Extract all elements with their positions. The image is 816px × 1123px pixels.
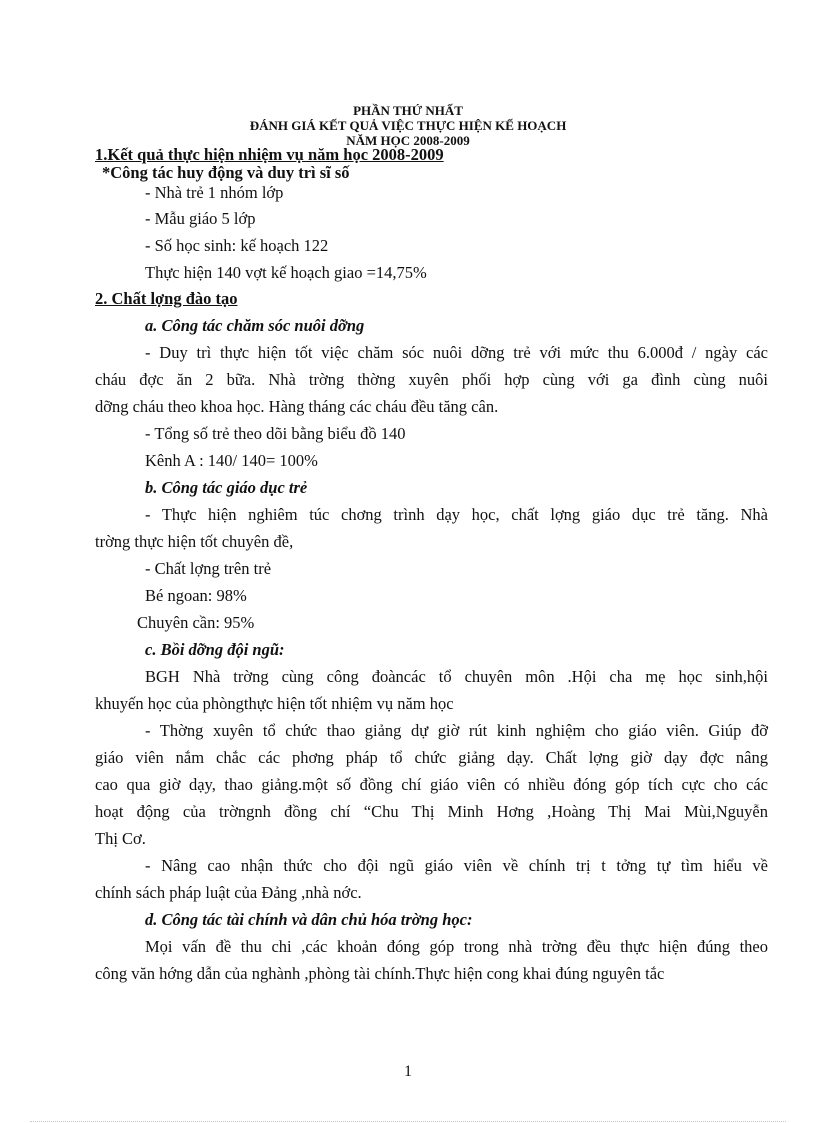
paragraph-line: Mọi vấn đề thu chi ,các khoản đóng góp trong nhà trờng đều thực hiện đúng theo xyxy=(145,937,768,956)
section-1-subtitle: *Công tác huy động và duy trì sĩ số xyxy=(102,163,350,182)
paragraph-line: - Tổng số trẻ theo dõi bằng biểu đồ 140 xyxy=(145,424,406,443)
subsection-c-title: c. Bồi dỡng đội ngũ: xyxy=(145,640,285,659)
paragraph-line: BGH Nhà trờng cùng công đoàncác tổ chuyên môn .Hội cha mẹ học sinh,hội xyxy=(145,667,768,686)
paragraph-line: dỡng cháu theo khoa học. Hàng tháng các cháu đều tăng cân. xyxy=(95,397,499,416)
section-1-item: - Mẫu giáo 5 lớp xyxy=(145,209,256,228)
section-1-item: - Nhà trẻ 1 nhóm lớp xyxy=(145,183,284,202)
paragraph-line: - Chất lợng trên trẻ xyxy=(145,559,272,578)
paragraph-line: - Nâng cao nhận thức cho đội ngũ giáo viên về chính trị t tởng tự tìm hiểu về xyxy=(145,856,768,875)
page-bottom-border xyxy=(30,1121,786,1122)
subsection-a-title: a. Công tác chăm sóc nuôi dỡng xyxy=(145,316,365,335)
subsection-b-title: b. Công tác giáo dục trẻ xyxy=(145,478,308,497)
paragraph-line: Kênh A : 140/ 140= 100% xyxy=(145,451,318,470)
section-1-item: - Số học sinh: kế hoạch 122 xyxy=(145,236,329,255)
paragraph-line: chính sách pháp luật của Đảng ,nhà nớc. xyxy=(95,883,362,902)
paragraph-line: - Thực hiện nghiêm túc chơng trình dạy học, chất lợng giáo dục trẻ tăng. Nhà xyxy=(145,505,768,524)
part-heading: PHẦN THỨ NHẤT xyxy=(353,103,463,118)
paragraph-line: - Thờng xuyên tổ chức thao giảng dự giờ rút kinh nghiệm cho giáo viên. Giúp đỡ xyxy=(145,721,768,740)
evaluation-heading: ĐÁNH GIÁ KẾT QUẢ VIỆC THỰC HIỆN KẾ HOẠCH xyxy=(249,118,567,133)
paragraph-line: hoạt động của trờngnh đồng chí “Chu Thị Minh Hơng ,Hoàng Thị Mai Mùi,Nguyễn xyxy=(95,802,768,821)
section-1-item: Thực hiện 140 vợt kế hoạch giao =14,75% xyxy=(145,263,427,282)
paragraph-line: Bé ngoan: 98% xyxy=(145,586,247,605)
paragraph-line: công văn hớng dẫn của nghành ,phòng tài chính.Thực hiện cong khai đúng nguyên tắc xyxy=(95,964,665,983)
paragraph-line: giáo viên nắm chắc các phơng pháp tổ chức giảng dạy. Chất lợng giờ dạy đợc nâng xyxy=(95,748,768,767)
section-1-title: 1.Kết quả thực hiện nhiệm vụ năm học 2008-2009 xyxy=(95,145,444,164)
paragraph-line: - Duy trì thực hiện tốt việc chăm sóc nuôi dỡng trẻ với mức thu 6.000đ / ngày các xyxy=(145,343,768,362)
section-2-title: 2. Chất lợng đào tạo xyxy=(95,289,238,308)
paragraph-line: cao qua giờ dạy, thao giảng.một số đồng chí giáo viên có nhiều đóng góp tích cực cho các xyxy=(95,775,768,794)
subsection-d-title: d. Công tác tài chính và dân chủ hóa trờng học: xyxy=(145,910,473,929)
paragraph-line: Thị Cơ. xyxy=(95,829,146,848)
paragraph-line: cháu đợc ăn 2 bữa. Nhà trờng thờng xuyên phối hợp cùng với ga đình cùng nuôi xyxy=(95,370,768,389)
paragraph-line: khuyến học của phòngthực hiện tốt nhiệm vụ năm học xyxy=(95,694,454,713)
paragraph-line: trờng thực hiện tốt chuyên đề, xyxy=(95,532,294,551)
school-year-heading: NĂM HỌC 2008-2009 xyxy=(346,133,470,148)
paragraph-line: Chuyên cần: 95% xyxy=(137,613,255,632)
page-number: 1 xyxy=(404,1063,412,1080)
